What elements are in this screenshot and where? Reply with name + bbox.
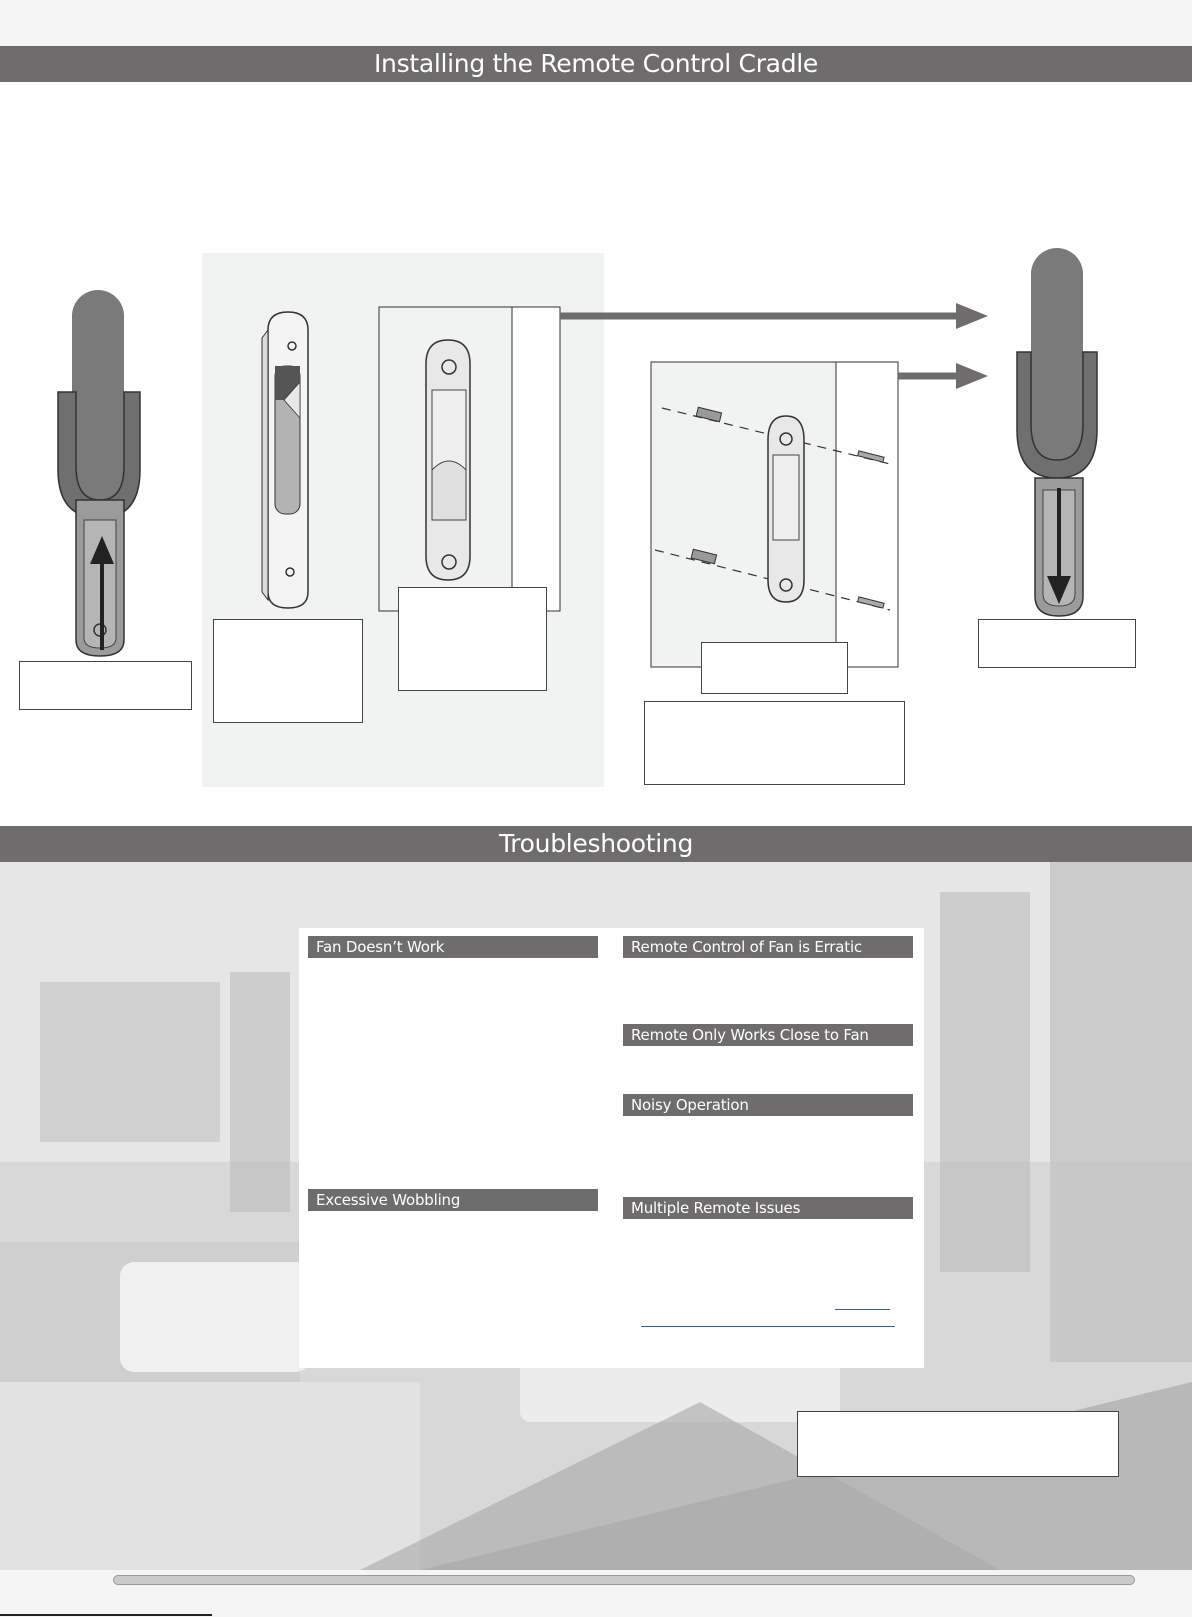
step2-label-box [213,619,363,723]
section-header-cradle [0,46,1192,82]
step5-label-box [978,619,1136,668]
remote-insert-illustration [58,290,140,656]
link-underline[interactable] [835,1309,890,1310]
cradle-wall-illustration [379,307,560,611]
footer-rule [0,1614,212,1616]
section-title-troubleshooting: Troubleshooting [498,829,694,858]
step1-label-box [19,661,192,710]
horizontal-scrollbar[interactable] [113,1575,1135,1585]
step4-note-box [644,701,905,785]
heading-text: Remote Control of Fan is Erratic [631,938,862,956]
heading-excessive-wobbling [308,1189,598,1211]
link-underline-2[interactable] [641,1326,895,1327]
heading-text: Remote Only Works Close to Fan [631,1026,869,1044]
troubleshooting-panel [299,928,924,1368]
heading-text: Noisy Operation [631,1096,749,1114]
heading-text: Multiple Remote Issues [631,1199,801,1217]
step3-label-box [398,587,547,691]
section-title-cradle: Installing the Remote Control Cradle [373,49,818,78]
heading-remote-close [623,1024,913,1046]
heading-text: Excessive Wobbling [316,1191,461,1209]
step4-label-box [701,642,848,694]
top-margin [0,0,1192,46]
heading-fan-doesnt-work [308,936,598,958]
heading-multiple-remote [623,1197,913,1219]
cradle-screws-illustration [651,362,898,667]
bottom-note-box [797,1411,1119,1477]
heading-noisy-operation [623,1094,913,1116]
cradle-illustrations [0,82,1192,826]
heading-text: Fan Doesn’t Work [316,938,445,956]
cradle-tape-illustration [262,312,308,608]
section-header-troubleshooting [0,826,1192,862]
remote-remove-illustration [1017,248,1097,616]
heading-remote-erratic [623,936,913,958]
